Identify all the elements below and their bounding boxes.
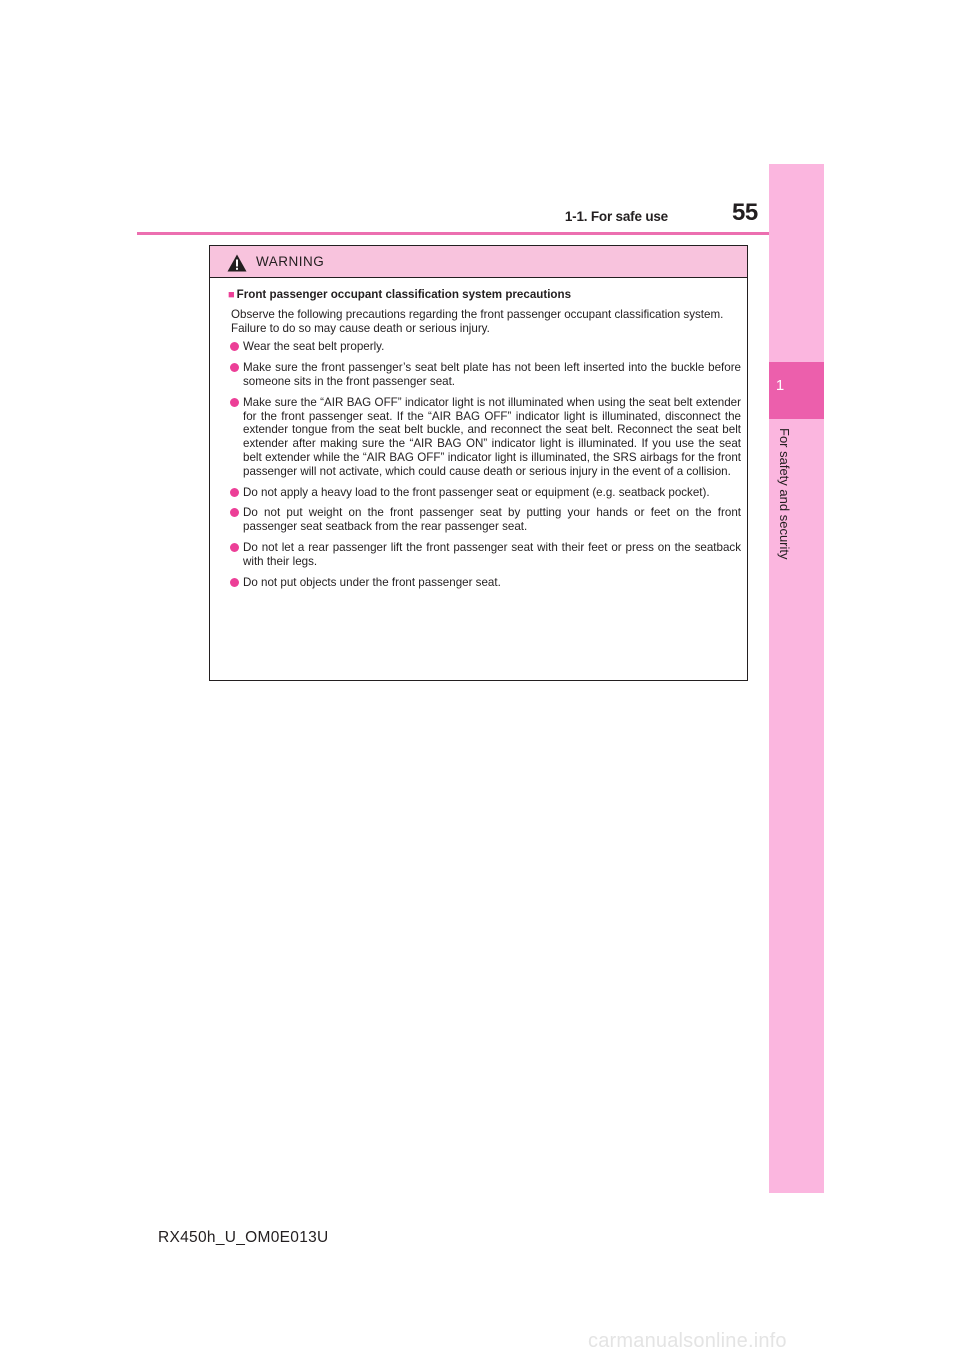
manual-code: RX450h_U_OM0E013U (158, 1229, 329, 1246)
warning-heading (228, 288, 741, 303)
precaution-list (228, 340, 741, 589)
bullet-dot-icon (230, 578, 239, 587)
list-item-text: Wear the seat belt properly. (243, 340, 385, 354)
warning-intro (231, 308, 741, 336)
list-item-text: Do not put weight on the front passenger seat by putting your hands or feet on the front passenger seat seatback from the rear passenger seat. (243, 506, 741, 534)
list-item (228, 340, 741, 354)
list-item-text: Do not apply a heavy load to the front passenger seat or equipment (e.g. seatback pocket). (243, 485, 710, 499)
list-item (228, 541, 741, 569)
warning-box (209, 245, 748, 681)
list-item-text: Do not put objects under the front passenger seat. (243, 575, 501, 589)
list-item (228, 506, 741, 534)
warning-triangle-icon (227, 254, 247, 272)
bullet-dot-icon (230, 488, 239, 497)
chapter-tab (769, 362, 824, 419)
section-title: 1-1. For safe use (564, 209, 668, 224)
chapter-side-strip (769, 164, 824, 1193)
header-divider (137, 232, 824, 235)
bullet-dot-icon (230, 363, 239, 372)
bullet-dot-icon (230, 398, 239, 407)
chapter-label: For safety and security (777, 428, 792, 560)
warning-heading-text: Front passenger occupant classification system precautions (236, 288, 572, 301)
list-item (228, 486, 741, 500)
warning-title: WARNING (256, 254, 325, 269)
chapter-number: 1 (775, 377, 785, 394)
bullet-dot-icon (230, 342, 239, 351)
list-item-text: Make sure the “AIR BAG OFF” indicator light is not illuminated when using the seat belt extender for the front passenger seat. If the “AIR BAG OFF” indicator light is illuminated, disconnect the extender tongue from the seat belt buckle, and reconnect the seat belt. Reconnect the seat belt extender after making sure the “AIR BAG ON” indicator light is illuminated. If you use the seat belt extender while the “AIR BAG OFF” indicator light is illuminated, the SRS airbags for the front passenger will not activate, which could cause death or serious injury in the event of a collision. (243, 395, 741, 478)
bullet-dot-icon (230, 508, 239, 517)
square-bullet-icon: ■ (228, 289, 235, 301)
list-item (228, 396, 741, 479)
list-item-text: Do not let a rear passenger lift the front passenger seat with their feet or press on the seatback with their legs. (243, 540, 741, 568)
warning-header (210, 246, 747, 278)
intro-line: Observe the following precautions regarding the front passenger occupant classification system. (231, 307, 724, 321)
intro-line: Failure to do so may cause death or serious injury. (231, 321, 490, 335)
list-item-text: Make sure the front passenger’s seat belt plate has not been left inserted into the buckle before someone sits in the front passenger seat. (243, 361, 741, 388)
watermark: carmanualsonline.info (588, 1330, 787, 1352)
warning-body (210, 278, 747, 589)
list-item (228, 361, 741, 389)
list-item (228, 576, 741, 590)
bullet-dot-icon (230, 543, 239, 552)
page-number: 55 (732, 199, 758, 226)
